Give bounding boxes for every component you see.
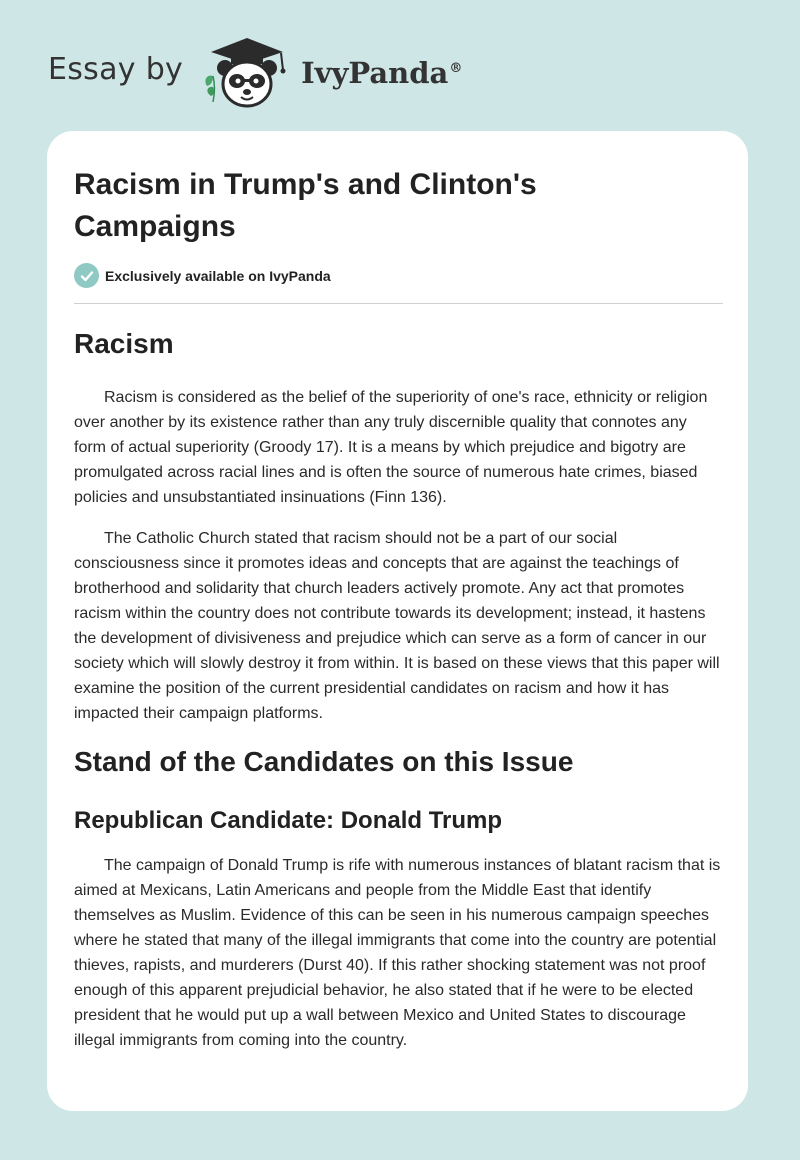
exclusive-badge <box>74 263 331 288</box>
checkmark-icon <box>74 263 99 288</box>
essay-card <box>47 131 748 1111</box>
section-heading-racism: Racism <box>74 328 174 359</box>
ivypanda-logo-icon[interactable] <box>201 36 293 112</box>
divider <box>74 303 723 304</box>
brand-name[interactable]: IvyPanda® <box>301 56 463 90</box>
paragraph: The Catholic Church stated that racism should not be a part of our social consciousness since it promotes ideas and concepts that are against the teachings of brotherhood and solidarity that church leaders actively promote. Any act that promotes racism within the country does not contribute towards its development; instead, it hastens the development of divisiveness and prejudice which can serve as a form of cancer in our society which will slowly destroy it from within. It is based on these views that this paper will examine the position of the current presidential candidates on racism and how it has impacted their campaign platforms. <box>74 530 720 722</box>
section-heading-candidates: Stand of the Candidates on this Issue <box>74 746 574 777</box>
site-header <box>48 36 462 112</box>
paragraph: The campaign of Donald Trump is rife with numerous instances of blatant racism that is aimed at Mexicans, Latin Americans and people from the Middle East that identify themselves as Muslim. Evidence of this can be seen in his numerous campaign speeches where he stated that many of the illegal immigrants that come into the country are potential thieves, rapists, and murderers (Durst 40). If this rather shocking statement was not proof enough of this apparent prejudicial behavior, he also stated that if he were to be elected president that he would put up a wall between Mexico and United States to discourage illegal immigrants from coming into the country. <box>74 857 721 1049</box>
brand-prefix: Essay by <box>48 51 184 87</box>
exclusive-label: Exclusively available on IvyPanda <box>105 267 331 284</box>
subsection-heading-trump: Republican Candidate: Donald Trump <box>74 807 503 834</box>
paragraph: Racism is considered as the belief of the superiority of one's race, ethnicity or religion over another by its existence rather than any truly discernible quality that connotes any form of actual superiority (Groody 17). It is a means by which prejudice and bigotry are promulgated across racial lines and is often the source of numerous hate crimes, biased policies and unsubstantiated insinuations (Finn 136). <box>74 389 708 506</box>
page-title: Racism in Trump's and Clinton's Campaigns <box>74 168 537 243</box>
